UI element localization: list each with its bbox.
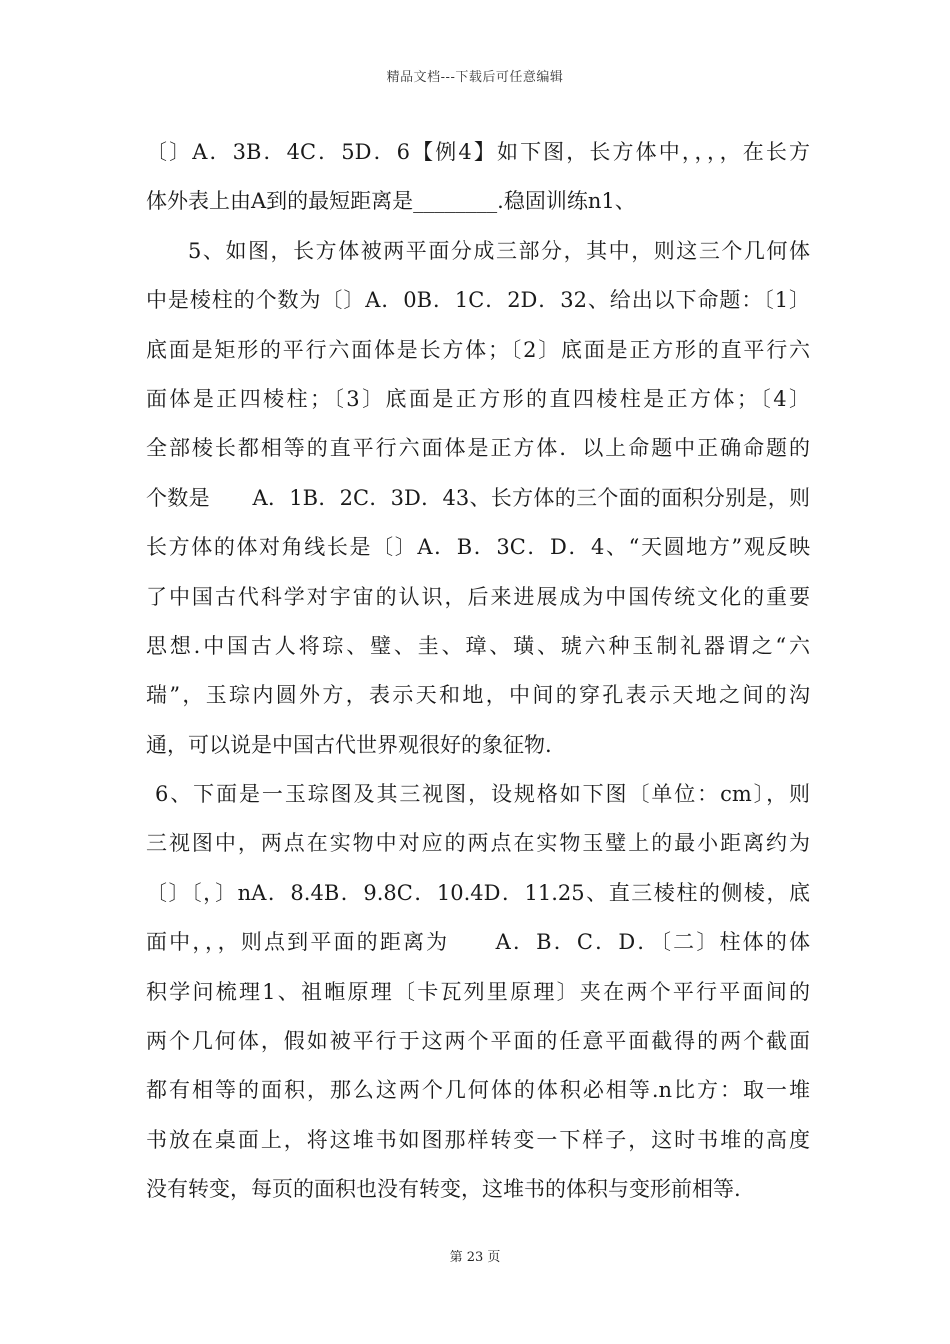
text-line: 通，可以说是中国古代世界观很好的象征物.: [146, 732, 552, 757]
text-line: 长方体的体对角线长是〔〕A．B．3C．D．4、“天圆地方”观反映: [146, 535, 810, 560]
text-line: 5、如图，长方体被两平面分成三部分，其中，则这三个几何体: [188, 238, 810, 263]
text-line: 书放在桌面上，将这堆书如图那样转变一下样子，这时书堆的高度: [146, 1127, 810, 1152]
text-line: 体外表上由A到的最短距离是________.稳固训练n1、: [146, 189, 636, 214]
text-line: 都有相等的面积，那么这两个几何体的体积必相等.n比方：取一堆: [146, 1078, 810, 1103]
text-line: 思想.中国古人将琮、璧、圭、璋、璜、琥六种玉制礼器谓之“六: [146, 633, 810, 658]
text-line: 面中，，，则点到平面的距离为 A．B．C．D．〔二〕柱体的体: [146, 930, 810, 955]
page-number: 第 23 页: [449, 1250, 501, 1265]
text-line: 中是棱柱的个数为〔〕A．0B．1C．2D．32、给出以下命题：〔1〕: [146, 288, 810, 313]
text-line: 了中国古代科学对宇宙的认识，后来进展成为中国传统文化的重要: [146, 584, 810, 609]
text-line: 没有转变，每页的面积也没有转变，这堆书的体积与变形前相等.: [146, 1177, 741, 1202]
text-line: 积学问梳理1、祖暅原理〔卡瓦列里原理〕夹在两个平行平面间的: [146, 979, 810, 1004]
page-header: 精品文档---下载后可任意编辑: [386, 70, 564, 85]
text-line: 〔〕A．3B．4C．5D．6【例4】如下图，长方体中，，，，在长方: [146, 140, 810, 164]
text-line: 个数是 A．1B．2C．3D．43、长方体的三个面的面积分别是，则: [146, 485, 810, 510]
text-line: 两个几何体，假如被平行于这两个平面的任意平面截得的两个截面: [146, 1029, 810, 1054]
text-line: 〔〕〔，〕nA．8.4B．9.8C．10.4D．11.25、直三棱柱的侧棱，底: [146, 880, 810, 905]
text-line: 瑞”，玉琮内圆外方，表示天和地，中间的穿孔表示天地之间的沟: [146, 683, 810, 708]
text-line: 三视图中，两点在实物中对应的两点在实物玉璧上的最小距离约为: [146, 831, 810, 856]
document-body: [146, 128, 810, 1215]
text-line: 面体是正四棱柱；〔3〕底面是正方形的直四棱柱是正方体；〔4〕: [146, 386, 810, 411]
text-line: 6、下面是一玉琮图及其三视图，设规格如下图〔单位：cm〕，则: [155, 782, 810, 807]
text-line: 全部棱长都相等的直平行六面体是正方体．以上命题中正确命题的: [146, 436, 810, 461]
text-line: 底面是矩形的平行六面体是长方体；〔2〕底面是正方形的直平行六: [146, 337, 810, 362]
